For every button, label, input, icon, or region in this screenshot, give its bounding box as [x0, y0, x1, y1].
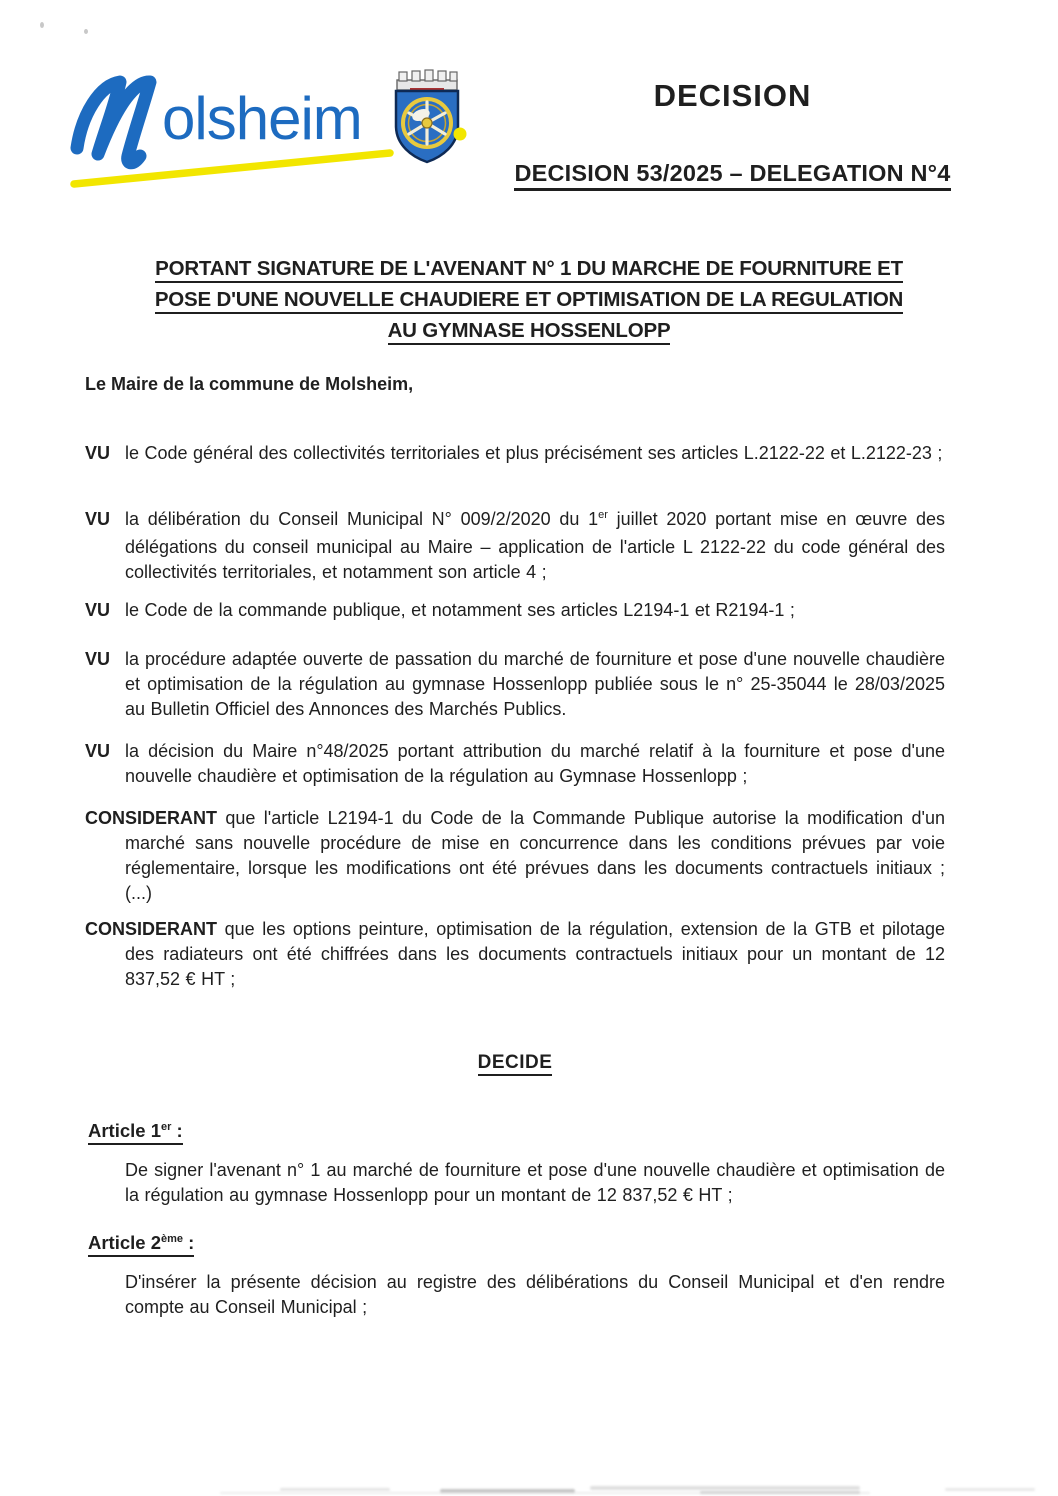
logo-wordmark: olsheim — [162, 85, 362, 152]
scan-smudge — [280, 1488, 390, 1491]
scan-speck — [40, 22, 44, 28]
vu-item-2 — [85, 507, 945, 585]
decide-heading: DECIDE — [85, 1052, 945, 1074]
considerant-label: CONSIDERANT — [85, 808, 218, 828]
vu-label: VU — [85, 443, 111, 463]
logo-dot — [454, 128, 467, 141]
vu-text: la procédure adaptée ouverte de passation du marché de fourniture et pose d'une nouvelle chaudière et optimisation de la régulation au gymnase Hossenlopp publiée sous le n° 25-35044 le 28/03/2025 au Bulletin Officiel des Annonces des Marchés Publics. — [125, 649, 945, 719]
vu-item-5 — [85, 739, 945, 792]
vu-label: VU — [85, 741, 111, 761]
vu-text: le Code de la commande publique, et notamment ses articles L2194-1 et R2194-1 ; — [125, 600, 795, 620]
document-title-line1: PORTANT SIGNATURE DE L'AVENANT N° 1 DU MARCHE DE FOURNITURE ET — [155, 257, 903, 283]
document-title-line2: POSE D'UNE NOUVELLE CHAUDIERE ET OPTIMISATION DE LA REGULATION — [155, 288, 903, 314]
decision-heading: DECISION — [653, 78, 812, 113]
vu-text: la décision du Maire n°48/2025 portant attribution du marché relatif à la fourniture et pose d'une nouvelle chaudière et optimisation de la régulation au Gymnase Hossenlopp ; — [125, 741, 945, 786]
molsheim-logo — [70, 68, 475, 198]
article-1-body: De signer l'avenant n° 1 au marché de fourniture et pose d'une nouvelle chaudière et optimisation de la régulation au gymnase Hossenlopp pour un montant de 12 837,52 € HT ; — [125, 1160, 945, 1205]
decision-reference: DECISION 53/2025 – DELEGATION N°4 — [505, 160, 960, 187]
vu-item-1 — [85, 441, 945, 469]
vu-item-4 — [85, 647, 945, 725]
logo-script-m — [77, 82, 150, 163]
considerant-item-2: CONSIDERANT que les options peinture, optimisation de la régulation, extension de la GTB et pilotage des radiateurs ont été chiffrées dans les documents contractuels initiaux pour un montant de 12 837,52 € HT ; — [85, 919, 945, 989]
considerant-item-1: CONSIDERANT que l'article L2194-1 du Code de la Commande Publique autorise la modification d'un marché sans nouvelle procédure de mise en concurrence dans les conditions prévues par voie réglementaire, lorsque les modifications ont été prévues dans les documents contractuels initiaux ; (...) — [85, 808, 945, 903]
article-2-heading: Article 2ème : — [88, 1232, 194, 1254]
document-title — [99, 253, 959, 346]
molsheim-crest-icon — [396, 70, 467, 162]
vu-label: VU — [85, 649, 111, 669]
intro-line: Le Maire de la commune de Molsheim, — [85, 374, 414, 394]
document-title-line3: AU GYMNASE HOSSENLOPP — [388, 319, 671, 345]
scan-smudge — [945, 1488, 1035, 1491]
article-2-body: D'insérer la présente décision au registre des délibérations du Conseil Municipal et d'en rendre compte au Conseil Municipal ; — [125, 1272, 945, 1317]
vu-item-3 — [85, 598, 945, 626]
molsheim-logo-graphic — [70, 68, 475, 198]
scan-speck — [84, 29, 88, 34]
scan-smudge — [590, 1486, 860, 1490]
vu-text: le Code général des collectivités territoriales et plus précisément ses articles L.2122-22 et L.2122-23 ; — [125, 443, 943, 463]
vu-text: la délibération du Conseil Municipal N° 009/2/2020 du 1er juillet 2020 portant mise en œuvre des délégations du conseil municipal au Maire – application de l'article L 2122-22 du code général des collectivités territoriales, et notamment son article 4 ; — [125, 509, 945, 582]
vu-label: VU — [85, 509, 111, 529]
vu-label: VU — [85, 600, 111, 620]
article-1-heading: Article 1er : — [88, 1120, 183, 1142]
considerant-label: CONSIDERANT — [85, 919, 218, 939]
scan-smudge — [220, 1492, 870, 1494]
